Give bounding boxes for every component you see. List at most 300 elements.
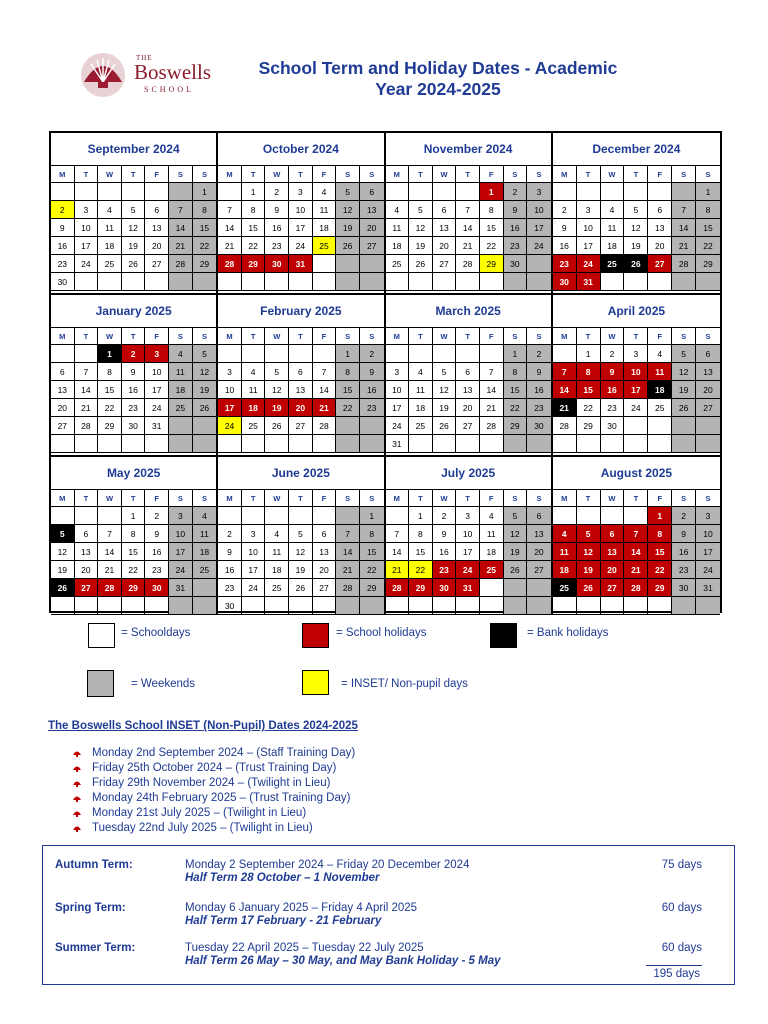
day-cell: 26 xyxy=(577,579,601,597)
empty-cell xyxy=(98,183,122,201)
weekday-header: F xyxy=(313,489,337,507)
day-cell: 6 xyxy=(313,525,337,543)
empty-cell xyxy=(122,597,146,615)
logo-name: Boswells xyxy=(134,60,212,84)
day-cell: 17 xyxy=(624,381,648,399)
day-cell: 3 xyxy=(289,183,313,201)
empty-cell xyxy=(504,273,528,291)
day-cell: 15 xyxy=(648,543,672,561)
empty-cell xyxy=(696,417,720,435)
day-cell: 18 xyxy=(193,543,217,561)
day-cell: 1 xyxy=(193,183,217,201)
day-cell: 10 xyxy=(577,219,601,237)
empty-cell xyxy=(672,597,696,615)
empty-cell xyxy=(193,417,217,435)
empty-cell xyxy=(336,255,360,273)
day-cell: 27 xyxy=(433,255,457,273)
term-half: Half Term 28 October – 1 November xyxy=(185,872,380,884)
day-cell: 7 xyxy=(313,363,337,381)
weekday-header: W xyxy=(433,165,457,183)
day-cell: 10 xyxy=(75,219,99,237)
day-cell: 8 xyxy=(193,201,217,219)
day-cell: 23 xyxy=(504,237,528,255)
day-cell: 24 xyxy=(218,417,242,435)
month-grid xyxy=(218,327,383,453)
day-cell: 10 xyxy=(696,525,720,543)
empty-cell xyxy=(289,435,313,453)
day-cell: 9 xyxy=(527,363,551,381)
weekday-header: T xyxy=(456,327,480,345)
empty-cell xyxy=(504,579,528,597)
inset-item-text: Tuesday 22nd July 2025 – (Twilight in Lieu) xyxy=(92,822,313,834)
day-cell: 13 xyxy=(601,543,625,561)
term-days: 60 days xyxy=(661,942,702,954)
day-cell: 2 xyxy=(218,525,242,543)
day-cell: 24 xyxy=(577,255,601,273)
weekday-header: M xyxy=(386,165,410,183)
empty-cell xyxy=(480,597,504,615)
empty-cell xyxy=(553,183,577,201)
empty-cell xyxy=(336,273,360,291)
weekday-header: T xyxy=(577,165,601,183)
empty-cell xyxy=(336,435,360,453)
day-cell: 24 xyxy=(456,561,480,579)
weekday-header: M xyxy=(51,489,75,507)
shell-bullet-icon xyxy=(72,748,82,758)
day-cell: 8 xyxy=(242,201,266,219)
empty-cell xyxy=(480,579,504,597)
weekday-header: M xyxy=(386,489,410,507)
inset-item-text: Friday 25th October 2024 – (Trust Training Day) xyxy=(92,762,337,774)
inset-item-text: Monday 2nd September 2024 – (Staff Training Day) xyxy=(92,747,356,759)
empty-cell xyxy=(624,507,648,525)
term-dates: Tuesday 22 April 2025 – Tuesday 22 July 2025 xyxy=(185,942,424,954)
day-cell: 21 xyxy=(672,237,696,255)
day-cell: 7 xyxy=(386,525,410,543)
empty-cell xyxy=(624,417,648,435)
day-cell: 8 xyxy=(98,363,122,381)
day-cell: 22 xyxy=(242,237,266,255)
day-cell: 24 xyxy=(696,561,720,579)
day-cell: 26 xyxy=(672,399,696,417)
day-cell: 4 xyxy=(386,201,410,219)
empty-cell xyxy=(145,435,169,453)
day-cell: 22 xyxy=(193,237,217,255)
weekday-header: T xyxy=(242,489,266,507)
day-cell: 29 xyxy=(122,579,146,597)
day-cell: 3 xyxy=(169,507,193,525)
weekday-header: S xyxy=(336,327,360,345)
day-cell: 2 xyxy=(433,507,457,525)
day-cell: 7 xyxy=(169,201,193,219)
empty-cell xyxy=(122,435,146,453)
day-cell: 7 xyxy=(75,363,99,381)
weekday-header: W xyxy=(98,327,122,345)
empty-cell xyxy=(145,597,169,615)
day-cell: 26 xyxy=(433,417,457,435)
empty-cell xyxy=(553,507,577,525)
day-cell: 20 xyxy=(313,561,337,579)
weekday-header: S xyxy=(504,327,528,345)
empty-cell xyxy=(672,273,696,291)
month-title: March 2025 xyxy=(435,304,501,318)
day-cell: 3 xyxy=(386,363,410,381)
day-cell: 16 xyxy=(553,237,577,255)
day-cell: 31 xyxy=(145,417,169,435)
day-cell: 21 xyxy=(624,561,648,579)
day-cell: 7 xyxy=(480,363,504,381)
month-6 xyxy=(386,295,553,457)
weekday-header: T xyxy=(624,489,648,507)
day-cell: 6 xyxy=(51,363,75,381)
day-cell: 20 xyxy=(648,237,672,255)
legend-schooldays-swatch xyxy=(88,623,115,648)
day-cell: 20 xyxy=(601,561,625,579)
day-cell: 13 xyxy=(75,543,99,561)
day-cell: 21 xyxy=(75,399,99,417)
day-cell: 22 xyxy=(360,561,384,579)
empty-cell xyxy=(169,183,193,201)
empty-cell xyxy=(456,183,480,201)
month-4 xyxy=(51,295,218,457)
day-cell: 7 xyxy=(336,525,360,543)
empty-cell xyxy=(553,345,577,363)
weekday-header: W xyxy=(601,165,625,183)
weekday-header: T xyxy=(242,165,266,183)
empty-cell xyxy=(624,183,648,201)
day-cell: 23 xyxy=(601,399,625,417)
day-cell: 29 xyxy=(360,579,384,597)
day-cell: 25 xyxy=(98,255,122,273)
day-cell: 19 xyxy=(624,237,648,255)
day-cell: 14 xyxy=(553,381,577,399)
day-cell: 23 xyxy=(51,255,75,273)
empty-cell xyxy=(601,183,625,201)
day-cell: 23 xyxy=(433,561,457,579)
empty-cell xyxy=(75,507,99,525)
weekday-header: S xyxy=(169,327,193,345)
day-cell: 15 xyxy=(242,219,266,237)
empty-cell xyxy=(265,597,289,615)
day-cell: 31 xyxy=(386,435,410,453)
day-cell: 4 xyxy=(601,201,625,219)
empty-cell xyxy=(648,597,672,615)
day-cell: 16 xyxy=(51,237,75,255)
day-cell: 2 xyxy=(122,345,146,363)
day-cell: 22 xyxy=(648,561,672,579)
logo-school: SCHOOL xyxy=(144,85,195,94)
day-cell: 2 xyxy=(145,507,169,525)
day-cell: 27 xyxy=(313,579,337,597)
empty-cell xyxy=(360,417,384,435)
day-cell: 20 xyxy=(51,399,75,417)
day-cell: 25 xyxy=(648,399,672,417)
day-cell: 10 xyxy=(242,543,266,561)
day-cell: 23 xyxy=(218,579,242,597)
day-cell: 19 xyxy=(122,237,146,255)
day-cell: 11 xyxy=(480,525,504,543)
day-cell: 25 xyxy=(480,561,504,579)
day-cell: 6 xyxy=(648,201,672,219)
day-cell: 12 xyxy=(433,381,457,399)
empty-cell xyxy=(169,273,193,291)
school-logo xyxy=(78,52,228,98)
empty-cell xyxy=(409,273,433,291)
weekday-header: S xyxy=(193,165,217,183)
empty-cell xyxy=(456,345,480,363)
inset-item xyxy=(72,821,355,836)
weekday-header: S xyxy=(336,489,360,507)
empty-cell xyxy=(242,273,266,291)
empty-cell xyxy=(386,345,410,363)
day-cell: 7 xyxy=(553,363,577,381)
day-cell: 27 xyxy=(51,417,75,435)
day-cell: 11 xyxy=(313,201,337,219)
empty-cell xyxy=(265,345,289,363)
legend-weekend-label: = Weekends xyxy=(131,678,196,690)
weekday-header: F xyxy=(648,489,672,507)
weekday-header: M xyxy=(218,489,242,507)
weekday-header: T xyxy=(75,165,99,183)
empty-cell xyxy=(75,345,99,363)
empty-cell xyxy=(242,345,266,363)
day-cell: 26 xyxy=(409,255,433,273)
day-cell: 15 xyxy=(409,543,433,561)
day-cell: 19 xyxy=(51,561,75,579)
day-cell: 19 xyxy=(672,381,696,399)
day-cell: 13 xyxy=(433,219,457,237)
day-cell: 29 xyxy=(577,417,601,435)
empty-cell xyxy=(98,273,122,291)
day-cell: 15 xyxy=(336,381,360,399)
month-title: October 2024 xyxy=(262,142,339,156)
day-cell: 29 xyxy=(648,579,672,597)
day-cell: 30 xyxy=(265,255,289,273)
day-cell: 12 xyxy=(122,219,146,237)
title-line-1: School Term and Holiday Dates - Academic xyxy=(258,58,618,78)
day-cell: 17 xyxy=(577,237,601,255)
day-cell: 29 xyxy=(193,255,217,273)
day-cell: 3 xyxy=(218,363,242,381)
day-cell: 8 xyxy=(360,525,384,543)
weekday-header: W xyxy=(265,489,289,507)
day-cell: 14 xyxy=(313,381,337,399)
day-cell: 26 xyxy=(336,237,360,255)
month-7 xyxy=(553,295,720,457)
weekday-header: F xyxy=(480,489,504,507)
day-cell: 24 xyxy=(145,399,169,417)
day-cell: 5 xyxy=(265,363,289,381)
day-cell: 13 xyxy=(527,525,551,543)
day-cell: 6 xyxy=(601,525,625,543)
empty-cell xyxy=(360,255,384,273)
day-cell: 20 xyxy=(145,237,169,255)
month-title: April 2025 xyxy=(607,304,666,318)
empty-cell xyxy=(289,345,313,363)
day-cell: 17 xyxy=(456,543,480,561)
day-cell: 9 xyxy=(672,525,696,543)
day-cell: 27 xyxy=(696,399,720,417)
empty-cell xyxy=(696,597,720,615)
empty-cell xyxy=(313,507,337,525)
empty-cell xyxy=(51,507,75,525)
shell-bullet-icon xyxy=(72,778,82,788)
weekday-header: W xyxy=(98,165,122,183)
day-cell: 11 xyxy=(193,525,217,543)
day-cell: 16 xyxy=(122,381,146,399)
weekday-header: W xyxy=(265,165,289,183)
weekday-header: T xyxy=(409,489,433,507)
legend-inset-label: = INSET/ Non-pupil days xyxy=(341,678,468,690)
shell-logo-icon xyxy=(78,52,128,98)
day-cell: 28 xyxy=(218,255,242,273)
empty-cell xyxy=(696,273,720,291)
day-cell: 28 xyxy=(75,417,99,435)
day-cell: 11 xyxy=(409,381,433,399)
day-cell: 18 xyxy=(601,237,625,255)
empty-cell xyxy=(313,273,337,291)
day-cell: 12 xyxy=(624,219,648,237)
day-cell: 23 xyxy=(672,561,696,579)
month-title: September 2024 xyxy=(87,142,180,156)
day-cell: 16 xyxy=(672,543,696,561)
day-cell: 16 xyxy=(360,381,384,399)
empty-cell xyxy=(577,183,601,201)
empty-cell xyxy=(75,597,99,615)
empty-cell xyxy=(193,435,217,453)
empty-cell xyxy=(360,597,384,615)
empty-cell xyxy=(433,597,457,615)
weekday-header: F xyxy=(480,327,504,345)
day-cell: 28 xyxy=(313,417,337,435)
day-cell: 10 xyxy=(624,363,648,381)
month-5 xyxy=(218,295,385,457)
day-cell: 25 xyxy=(313,237,337,255)
empty-cell xyxy=(51,435,75,453)
day-cell: 5 xyxy=(504,507,528,525)
empty-cell xyxy=(313,597,337,615)
day-cell: 1 xyxy=(336,345,360,363)
day-cell: 25 xyxy=(409,417,433,435)
weekday-header: S xyxy=(360,489,384,507)
day-cell: 12 xyxy=(51,543,75,561)
day-cell: 11 xyxy=(169,363,193,381)
weekday-header: T xyxy=(289,165,313,183)
day-cell: 15 xyxy=(360,543,384,561)
empty-cell xyxy=(386,507,410,525)
weekday-header: T xyxy=(624,165,648,183)
day-cell: 8 xyxy=(504,363,528,381)
day-cell: 24 xyxy=(527,237,551,255)
empty-cell xyxy=(218,435,242,453)
day-cell: 19 xyxy=(336,219,360,237)
weekday-header: T xyxy=(624,327,648,345)
month-11 xyxy=(553,457,720,615)
weekday-header: S xyxy=(193,489,217,507)
empty-cell xyxy=(169,417,193,435)
day-cell: 19 xyxy=(265,399,289,417)
empty-cell xyxy=(504,435,528,453)
weekday-header: S xyxy=(504,489,528,507)
day-cell: 11 xyxy=(242,381,266,399)
day-cell: 31 xyxy=(456,579,480,597)
day-cell: 3 xyxy=(145,345,169,363)
day-cell: 6 xyxy=(456,363,480,381)
legend-bank-label: = Bank holidays xyxy=(527,627,609,639)
weekday-header: M xyxy=(51,165,75,183)
day-cell: 2 xyxy=(51,201,75,219)
day-cell: 31 xyxy=(696,579,720,597)
weekday-header: S xyxy=(672,489,696,507)
day-cell: 29 xyxy=(480,255,504,273)
day-cell: 1 xyxy=(122,507,146,525)
day-cell: 8 xyxy=(122,525,146,543)
day-cell: 12 xyxy=(409,219,433,237)
day-cell: 21 xyxy=(336,561,360,579)
day-cell: 22 xyxy=(336,399,360,417)
inset-item xyxy=(72,761,355,776)
day-cell: 4 xyxy=(98,201,122,219)
empty-cell xyxy=(433,183,457,201)
day-cell: 16 xyxy=(504,219,528,237)
day-cell: 27 xyxy=(601,579,625,597)
month-grid xyxy=(218,489,383,615)
weekday-header: S xyxy=(672,327,696,345)
day-cell: 4 xyxy=(409,363,433,381)
day-cell: 10 xyxy=(386,381,410,399)
empty-cell xyxy=(289,507,313,525)
day-cell: 22 xyxy=(480,237,504,255)
day-cell: 24 xyxy=(75,255,99,273)
day-cell: 20 xyxy=(527,543,551,561)
empty-cell xyxy=(360,273,384,291)
month-grid xyxy=(386,165,551,291)
day-cell: 19 xyxy=(409,237,433,255)
day-cell: 26 xyxy=(504,561,528,579)
day-cell: 25 xyxy=(242,417,266,435)
empty-cell xyxy=(218,345,242,363)
day-cell: 15 xyxy=(193,219,217,237)
weekday-header: T xyxy=(75,489,99,507)
day-cell: 14 xyxy=(624,543,648,561)
day-cell: 7 xyxy=(624,525,648,543)
day-cell: 9 xyxy=(145,525,169,543)
day-cell: 21 xyxy=(553,399,577,417)
day-cell: 28 xyxy=(553,417,577,435)
day-cell: 3 xyxy=(624,345,648,363)
day-cell: 1 xyxy=(360,507,384,525)
day-cell: 16 xyxy=(265,219,289,237)
month-2 xyxy=(386,133,553,295)
empty-cell xyxy=(218,273,242,291)
day-cell: 9 xyxy=(553,219,577,237)
day-cell: 6 xyxy=(289,363,313,381)
day-cell: 3 xyxy=(75,201,99,219)
day-cell: 13 xyxy=(648,219,672,237)
shell-bullet-icon xyxy=(72,793,82,803)
weekday-header: T xyxy=(122,327,146,345)
day-cell: 31 xyxy=(169,579,193,597)
day-cell: 27 xyxy=(289,417,313,435)
day-cell: 23 xyxy=(145,561,169,579)
month-1 xyxy=(218,133,385,295)
day-cell: 19 xyxy=(193,381,217,399)
day-cell: 13 xyxy=(360,201,384,219)
day-cell: 20 xyxy=(456,399,480,417)
day-cell: 23 xyxy=(360,399,384,417)
empty-cell xyxy=(409,597,433,615)
day-cell: 8 xyxy=(577,363,601,381)
